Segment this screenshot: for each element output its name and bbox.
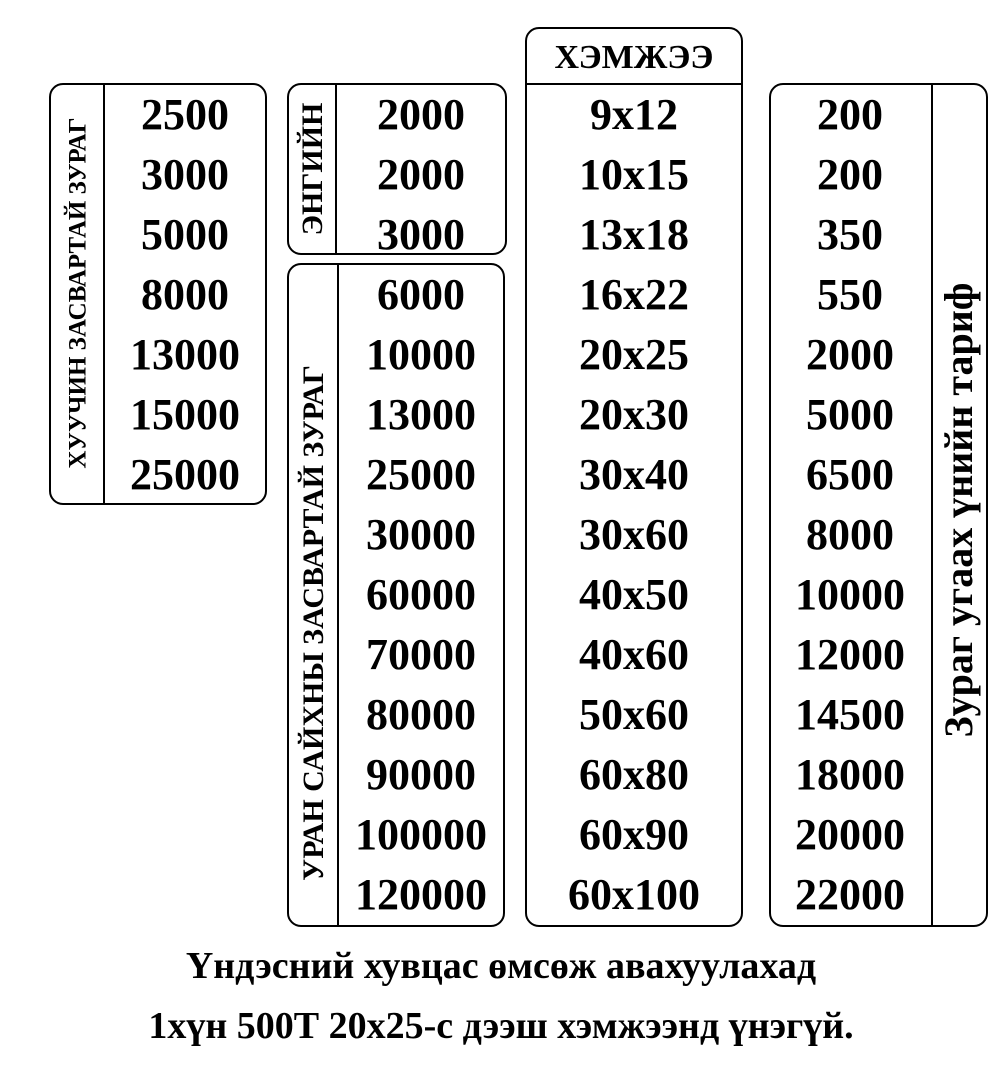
artistic-retouch-price: 100000 xyxy=(355,810,487,859)
size-item: 9x12 xyxy=(590,90,678,139)
old-retouch-price: 25000 xyxy=(130,450,240,499)
print-tariff-price: 200 xyxy=(817,150,883,199)
print-tariff-price: 8000 xyxy=(806,510,894,559)
size-item: 10x15 xyxy=(579,150,689,199)
artistic-retouch-price: 13000 xyxy=(366,390,476,439)
size-item: 30x60 xyxy=(579,510,689,559)
print-tariff-divider xyxy=(931,85,933,925)
artistic-retouch-price: 60000 xyxy=(366,570,476,619)
old-retouch-price: 5000 xyxy=(141,210,229,259)
old-retouch-price-list xyxy=(105,85,265,505)
artistic-retouch-price: 30000 xyxy=(366,510,476,559)
size-item: 50x60 xyxy=(579,690,689,739)
old-retouch-price: 8000 xyxy=(141,270,229,319)
size-item: 40x50 xyxy=(579,570,689,619)
size-item: 40x60 xyxy=(579,630,689,679)
print-tariff-price: 10000 xyxy=(795,570,905,619)
artistic-retouch-price: 6000 xyxy=(377,270,465,319)
print-tariff-price: 200 xyxy=(817,90,883,139)
print-tariff-price: 350 xyxy=(817,210,883,259)
print-tariff-price: 550 xyxy=(817,270,883,319)
artistic-retouch-price: 90000 xyxy=(366,750,476,799)
old-retouch-price: 15000 xyxy=(130,390,240,439)
size-item: 60x100 xyxy=(568,870,700,919)
artistic-retouch-price-box xyxy=(287,263,505,927)
print-tariff-price: 18000 xyxy=(795,750,905,799)
regular-label: ЭНГИЙН xyxy=(296,102,329,236)
sizes-box xyxy=(525,27,743,927)
regular-price: 3000 xyxy=(377,210,465,259)
old-retouch-price: 3000 xyxy=(141,150,229,199)
artistic-retouch-price: 10000 xyxy=(366,330,476,379)
old-retouch-label: ХУУЧИН ЗАСВАРТАЙ ЗУРАГ xyxy=(64,117,92,469)
print-tariff-box xyxy=(769,83,988,927)
regular-price-box xyxy=(287,83,507,259)
footer-line-2: 1хүн 500Т 20x25-с дээш хэмжээнд үнэгүй. xyxy=(148,1005,854,1047)
size-item: 60x80 xyxy=(579,750,689,799)
artistic-retouch-price-list xyxy=(339,265,503,925)
print-tariff-price: 14500 xyxy=(795,690,905,739)
artistic-retouch-price: 80000 xyxy=(366,690,476,739)
sizes-list xyxy=(527,85,741,925)
artistic-retouch-price: 70000 xyxy=(366,630,476,679)
size-item: 16x22 xyxy=(579,270,689,319)
print-tariff-price: 22000 xyxy=(795,870,905,919)
old-retouch-price: 13000 xyxy=(130,330,240,379)
print-tariff-price-list xyxy=(771,85,929,925)
print-tariff-price: 6500 xyxy=(806,450,894,499)
print-tariff-price: 2000 xyxy=(806,330,894,379)
print-tariff-label: Зураг угаах үнийн тариф xyxy=(936,282,981,738)
old-retouch-price: 2500 xyxy=(141,90,229,139)
artistic-retouch-label: УРАН САЙХНЫ ЗАСВАРТАЙ ЗУРАГ xyxy=(297,365,330,881)
sizes-header: ХЭМЖЭЭ xyxy=(554,39,714,76)
print-tariff-price: 12000 xyxy=(795,630,905,679)
size-item: 20x30 xyxy=(579,390,689,439)
old-retouch-price-box xyxy=(49,83,267,505)
artistic-retouch-price: 25000 xyxy=(366,450,476,499)
regular-price: 2000 xyxy=(377,150,465,199)
size-item: 20x25 xyxy=(579,330,689,379)
footer-line-1: Үндэсний хувцас өмсөж авахуулахад xyxy=(185,945,817,987)
regular-price: 2000 xyxy=(377,90,465,139)
regular-price-list xyxy=(337,85,505,265)
size-item: 13x18 xyxy=(579,210,689,259)
size-item: 60x90 xyxy=(579,810,689,859)
print-tariff-price: 20000 xyxy=(795,810,905,859)
print-tariff-price: 5000 xyxy=(806,390,894,439)
size-item: 30x40 xyxy=(579,450,689,499)
artistic-retouch-price: 120000 xyxy=(355,870,487,919)
